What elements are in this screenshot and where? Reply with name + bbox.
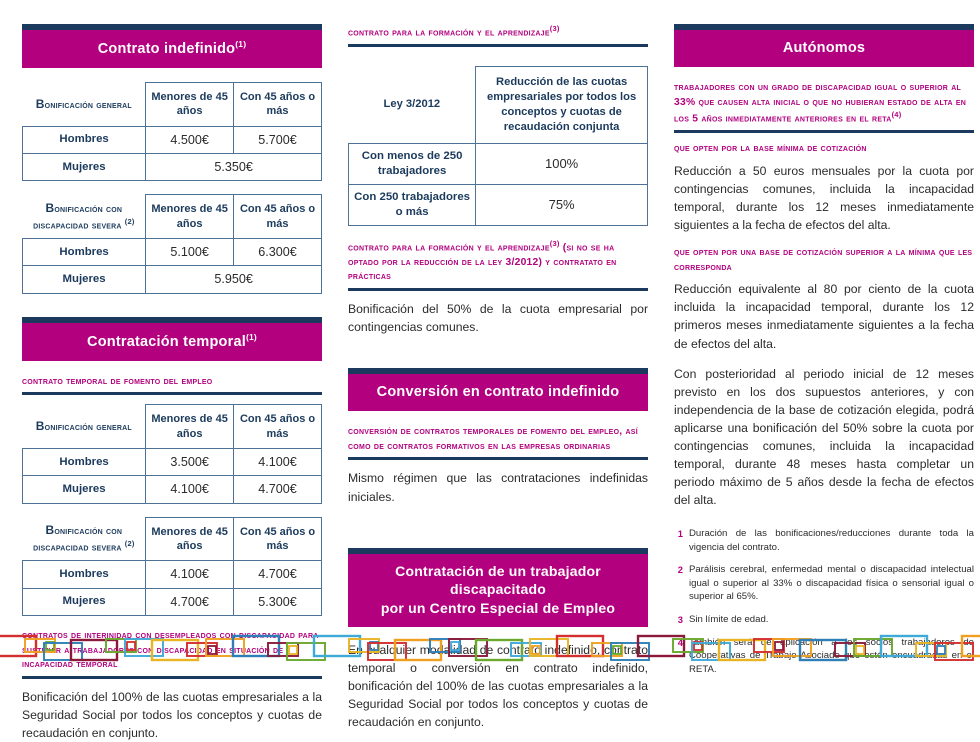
row-label-mujeres: Mujeres <box>23 588 146 615</box>
subheading-contrato-formacion-practicas <box>348 239 648 285</box>
row-label-hombres: Hombres <box>23 238 146 265</box>
cell-value: 5.100€ <box>146 238 234 265</box>
footnote-item <box>674 613 974 627</box>
table-row <box>349 144 648 185</box>
footnote-number: 1 <box>677 527 683 539</box>
paragraph-bonificacion-50: Bonificación del 50% de la cuota empresarial por contingencias comunes. <box>348 302 648 335</box>
table-ley-3-2012 <box>348 66 648 226</box>
subheading-text-a: contrato para la formación y el aprendizaje <box>348 242 550 254</box>
footnote-number: 2 <box>677 564 683 576</box>
cell-value: 4.100€ <box>146 476 234 503</box>
banner-title: Autónomos <box>674 30 974 67</box>
row-label-mujeres: Mujeres <box>23 476 146 503</box>
table-header-row <box>23 405 322 449</box>
table-row <box>23 238 322 265</box>
banner-centro-especial-empleo <box>348 548 648 628</box>
cell-value: 4.700€ <box>234 476 322 503</box>
col-header-menores45: Menores de 45 años <box>146 405 234 449</box>
cell-value: 5.700€ <box>234 126 322 153</box>
col-header-con45omas: Con 45 años o más <box>234 195 322 239</box>
table-bonificacion-general-temporal <box>22 404 322 503</box>
decorative-chain-footer <box>0 631 980 665</box>
banner-autonomos <box>674 24 974 67</box>
footnote-number: 4 <box>677 636 683 648</box>
subheading-text: trabajadores con un grado de discapacidad igual o superior al 33% que causen alta inicial o que no hubieran estado de alta en los 5 años inmediatamente anteriores en el reta <box>674 82 967 125</box>
subheading-contratos-interinidad: contratos de interinidad con desempleados con discapacidad para sustituir a trabajadores con discapacidad en situación de incapacidad temporal <box>22 629 319 671</box>
footnote-item <box>674 563 974 604</box>
table-header-row <box>23 82 322 126</box>
cell-value: 4.700€ <box>146 588 234 615</box>
table-row <box>349 185 648 226</box>
footnote-marker: (2) <box>124 216 135 226</box>
cell-value: 6.300€ <box>234 238 322 265</box>
cell-value: 4.500€ <box>146 126 234 153</box>
banner-title <box>22 30 322 68</box>
cell-value: 3.500€ <box>146 448 234 475</box>
footnote-text: También será de aplicación a los socios trabajadores de Cooperativas de Trabajo Asociado que estén encuadradas en el RETA. <box>689 636 974 675</box>
table-discapacidad-severa-indefinido <box>22 194 322 293</box>
paragraph-reduccion-80: Reducción equivalente al 80 por ciento de la cuota incluida la incapacidad temporal, durante los 12 primeros meses inmediatamente siguientes a la fecha de efectos del alta. <box>674 282 974 351</box>
col-header-reduccion: Reducción de las cuotas empresariales por todos los conceptos y cuotas de recaudación conjunta <box>476 67 648 144</box>
navy-rule <box>22 392 322 395</box>
footnote-text: Sin límite de edad. <box>689 614 769 625</box>
table-header-label: Bonificación con discapacidad severa $^{(2)}$ <box>33 200 135 232</box>
footnote-number: 3 <box>677 614 683 625</box>
navy-rule <box>348 457 648 460</box>
banner-title <box>348 554 648 628</box>
footnote-marker: (1) <box>245 331 257 342</box>
col-header-con45omas: Con 45 años o más <box>234 517 322 561</box>
table-header-label: Bonificación con discapacidad severa $^{(2)}$ <box>33 523 135 554</box>
navy-rule <box>348 44 648 47</box>
banner-title-text: Contrato indefinido <box>97 40 236 57</box>
subheading-conversion-contratos: conversión de contratos temporales de fomento del empleo, así como de contratos formativos en las empresas ordinarias <box>348 426 638 452</box>
col-header-ley: Ley 3/2012 <box>383 98 441 111</box>
table-header-row <box>349 67 648 144</box>
column-autonomos <box>674 24 974 675</box>
table-row <box>23 561 322 588</box>
navy-rule <box>674 130 974 133</box>
subheading-contrato-formacion <box>348 24 648 41</box>
navy-rule <box>348 288 648 291</box>
row-label-menos250: Con menos de 250 trabajadores <box>349 144 476 185</box>
spacer <box>348 348 648 368</box>
table-row <box>23 476 322 503</box>
row-label-mujeres: Mujeres <box>23 266 146 293</box>
footnote-text: Parálisis cerebral, enfermedad mental o discapacidad intelectual igual o superior al 33% o discapacidad física o sensorial igual o superior al 65%. <box>689 564 974 603</box>
column-formacion <box>348 24 648 730</box>
footnote-text: Duración de las bonificaciones/reducciones durante toda la vigencia del contrato. <box>689 527 974 553</box>
subheading-contrato-temporal-fomento: contrato temporal de fomento del empleo <box>22 375 213 387</box>
footnote-marker: (4) <box>891 110 902 120</box>
col-header-menores45: Menores de 45 años <box>146 517 234 561</box>
cell-value: 100% <box>476 144 648 185</box>
table-row <box>23 448 322 475</box>
banner-title-text: Contratación temporal <box>87 333 246 350</box>
table-row <box>23 266 322 293</box>
table-row <box>23 588 322 615</box>
paragraph-cualquier-modalidad: En cualquier modalidad de contrato indefinido, contrato temporal o conversión en contrato indefinido, bonificación del 100% de las cuotas empresariales a la Seguridad Social por todos los conceptos y cuotas de recaudación en conjunto. <box>348 643 648 730</box>
col-header-menores45: Menores de 45 años <box>146 195 234 239</box>
cell-value: 4.700€ <box>234 561 322 588</box>
cell-value-merged: 5.950€ <box>146 266 322 293</box>
table-header-label: Bonificación general <box>35 418 132 433</box>
banner-title: Conversión en contrato indefinido <box>348 374 648 411</box>
footnote-marker: (1) <box>235 39 247 49</box>
footnote-marker: (3) <box>549 238 560 248</box>
navy-rule <box>22 676 322 679</box>
footnote-marker: (2) <box>124 538 135 548</box>
row-label-hombres: Hombres <box>23 448 146 475</box>
footnote-item <box>674 527 974 554</box>
footnote-marker: (3) <box>549 24 560 33</box>
table-header-row <box>23 195 322 239</box>
subheading-base-minima: que opten por la base mínima de cotización <box>674 143 867 155</box>
paragraph-bonificacion-interinidad: Bonificación del 100% de las cuotas empresariales a la Seguridad Social por todos los conceptos y cuotas de recaudación en conjunto. <box>22 689 322 740</box>
row-label-250omas: Con 250 trabajadores o más <box>349 185 476 226</box>
cell-value: 4.100€ <box>234 448 322 475</box>
row-label-mujeres: Mujeres <box>23 153 146 180</box>
cell-value: 75% <box>476 185 648 226</box>
col-header-con45omas: Con 45 años o más <box>234 405 322 449</box>
table-discapacidad-severa-temporal <box>22 517 322 616</box>
banner-line-1: Contratación de un trabajador discapacitado <box>395 562 601 598</box>
spacer <box>348 518 648 548</box>
row-label-hombres: Hombres <box>23 126 146 153</box>
cell-value-merged: 5.350€ <box>146 153 322 180</box>
paragraph-mismo-regimen: Mismo régimen que las contrataciones indefinidas iniciales. <box>348 471 648 504</box>
spacer <box>348 56 648 66</box>
table-header-label: Bonificación general <box>35 96 132 111</box>
cell-value: 4.100€ <box>146 561 234 588</box>
paragraph-posterioridad: Con posterioridad al periodo inicial de 12 meses previsto en los dos supuestos anteriores, y con independencia de la base de cotización elegida, podrá aplicarse una bonificación del 50% sobre la cuota por contingencias comunes, incluida la incapacidad temporal, durante 48 meses hasta completar un periodo máximo de 5 años desde la fecha de efectos del alta. <box>674 366 974 507</box>
col-header-con45omas: Con 45 años o más <box>234 82 322 126</box>
cell-value: 5.300€ <box>234 588 322 615</box>
paragraph-reduccion-50-euros: Reducción a 50 euros mensuales por la cuota por contingencias comunes, incluida la incapacidad temporal, durante los 12 meses inmediatamente siguientes a la fecha de efectos del alta. <box>674 163 974 233</box>
banner-title <box>22 323 322 361</box>
banner-line-2: por un Centro Especial de Empleo <box>380 600 616 617</box>
subheading-trabajadores-discapacidad <box>674 81 974 127</box>
column-contratos <box>22 24 322 740</box>
table-bonificacion-general-indefinido <box>22 82 322 181</box>
subheading-text-b: (si no se ha optado por la reducción de la ley 3/2012) y contratato en prácticas <box>348 242 617 283</box>
table-row <box>23 126 322 153</box>
table-header-row <box>23 517 322 561</box>
subheading-base-superior: que opten por una base de cotización superior a la mínima que les corresponda <box>674 247 973 273</box>
spacer <box>22 307 322 317</box>
subheading-text: contrato para la formación y el aprendizaje <box>348 27 550 39</box>
table-row <box>23 153 322 180</box>
banner-contratacion-temporal <box>22 317 322 361</box>
row-label-hombres: Hombres <box>23 561 146 588</box>
banner-conversion-indefinido <box>348 368 648 411</box>
col-header-menores45: Menores de 45 años <box>146 82 234 126</box>
banner-contrato-indefinido <box>22 24 322 68</box>
